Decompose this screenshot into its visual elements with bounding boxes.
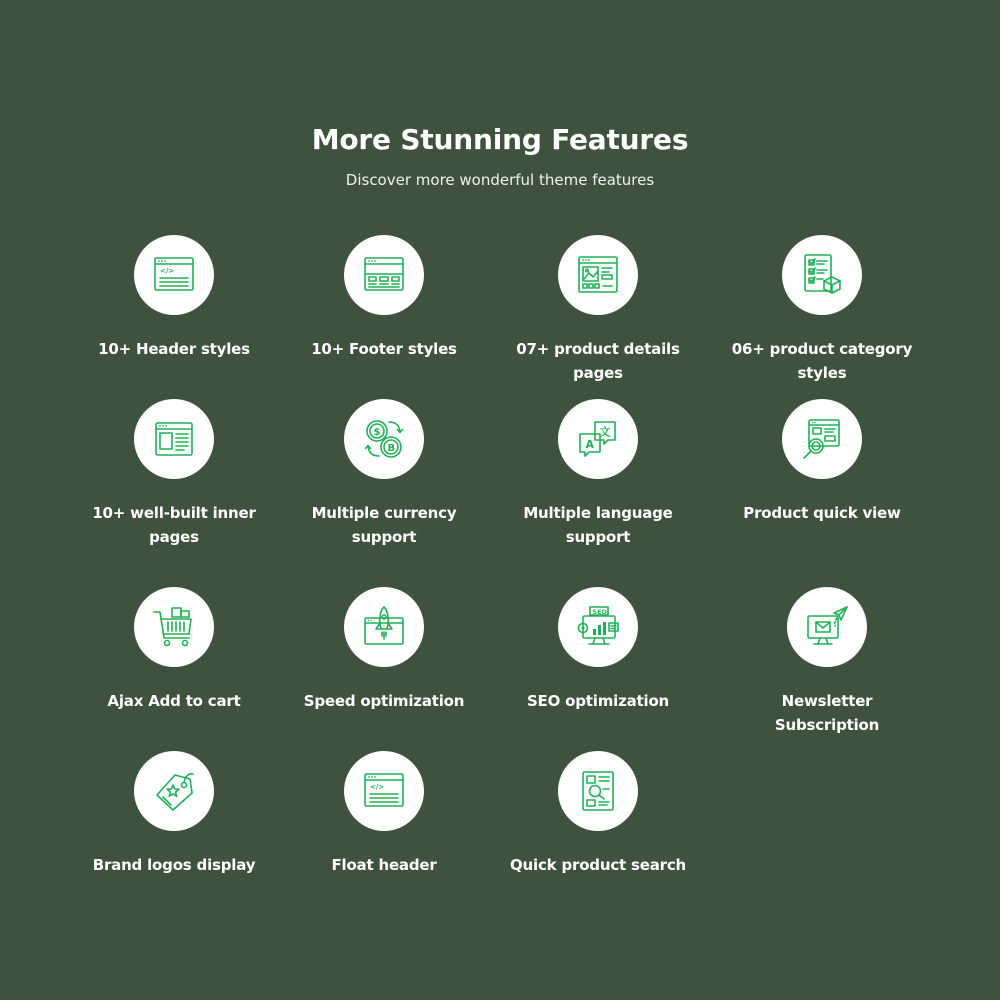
page-subtitle: Discover more wonderful theme features	[345, 171, 655, 189]
browser-code-icon	[361, 768, 407, 814]
rocket-icon	[361, 604, 407, 650]
translate-icon	[575, 416, 621, 462]
feature-icon-circle	[134, 235, 214, 315]
browser-footer-icon	[361, 252, 407, 298]
feature-icon-circle	[558, 751, 638, 831]
svg-text:B: B	[387, 443, 396, 454]
svg-text:</>: </>	[160, 267, 175, 275]
feature-icon-circle	[344, 399, 424, 479]
feature-icon-circle	[787, 587, 867, 667]
feature-quick-view[interactable]	[727, 399, 917, 525]
quick-view-icon	[799, 416, 845, 462]
feature-multi-language[interactable]	[503, 399, 693, 549]
feature-icon-circle	[134, 751, 214, 831]
feature-label: 10+ Header styles	[98, 340, 250, 358]
feature-label: Product quick view	[743, 504, 901, 522]
feature-category-styles[interactable]	[727, 235, 917, 385]
feature-icon-circle	[782, 399, 862, 479]
feature-icon-circle	[134, 399, 214, 479]
cart-icon	[151, 604, 197, 650]
feature-icon-circle	[134, 587, 214, 667]
feature-speed-optimization[interactable]	[289, 587, 479, 713]
feature-icon-circle	[344, 751, 424, 831]
tag-icon	[151, 768, 197, 814]
newsletter-icon	[804, 604, 850, 650]
feature-label: 07+ product details pages	[516, 340, 680, 382]
feature-product-details[interactable]	[503, 235, 693, 385]
currency-exchange-icon	[361, 416, 407, 462]
feature-icon-circle	[558, 587, 638, 667]
feature-footer-styles[interactable]	[289, 235, 479, 361]
product-page-icon	[575, 252, 621, 298]
browser-layout-icon	[151, 416, 197, 462]
feature-icon-circle	[782, 235, 862, 315]
page-title: More Stunning Features	[311, 123, 689, 156]
feature-label: 10+ well-built inner pages	[92, 504, 256, 546]
svg-text:</>: </>	[370, 783, 385, 791]
feature-quick-search[interactable]	[503, 751, 693, 877]
feature-label: Ajax Add to cart	[107, 692, 241, 710]
feature-label: Brand logos display	[92, 856, 256, 874]
feature-icon-circle	[344, 235, 424, 315]
svg-text:SEO: SEO	[592, 607, 607, 616]
feature-multi-currency[interactable]	[289, 399, 479, 549]
feature-icon-circle	[558, 399, 638, 479]
feature-label: Newsletter Subscription	[774, 692, 880, 734]
feature-label: Multiple language support	[523, 504, 673, 546]
feature-icon-circle	[558, 235, 638, 315]
feature-label: Quick product search	[510, 856, 686, 874]
feature-inner-pages[interactable]	[79, 399, 269, 549]
feature-label: Multiple currency support	[311, 504, 457, 546]
svg-text:A: A	[585, 438, 595, 451]
feature-ajax-cart[interactable]	[79, 587, 269, 713]
seo-icon	[575, 604, 621, 650]
feature-header-styles[interactable]	[79, 235, 269, 361]
feature-label: Speed optimization	[303, 692, 465, 710]
feature-label: SEO optimization	[526, 692, 670, 710]
svg-text:文: 文	[599, 425, 611, 439]
feature-label: 06+ product category styles	[731, 340, 913, 382]
feature-label: 10+ Footer styles	[311, 340, 457, 358]
feature-icon-circle	[344, 587, 424, 667]
search-document-icon	[575, 768, 621, 814]
feature-newsletter[interactable]	[732, 587, 922, 737]
checklist-box-icon	[799, 252, 845, 298]
svg-text:$: $	[373, 427, 381, 438]
feature-seo-optimization[interactable]	[503, 587, 693, 713]
feature-brand-logos[interactable]	[79, 751, 269, 877]
browser-code-icon	[151, 252, 197, 298]
feature-label: Float header	[331, 856, 437, 874]
feature-float-header[interactable]	[289, 751, 479, 877]
